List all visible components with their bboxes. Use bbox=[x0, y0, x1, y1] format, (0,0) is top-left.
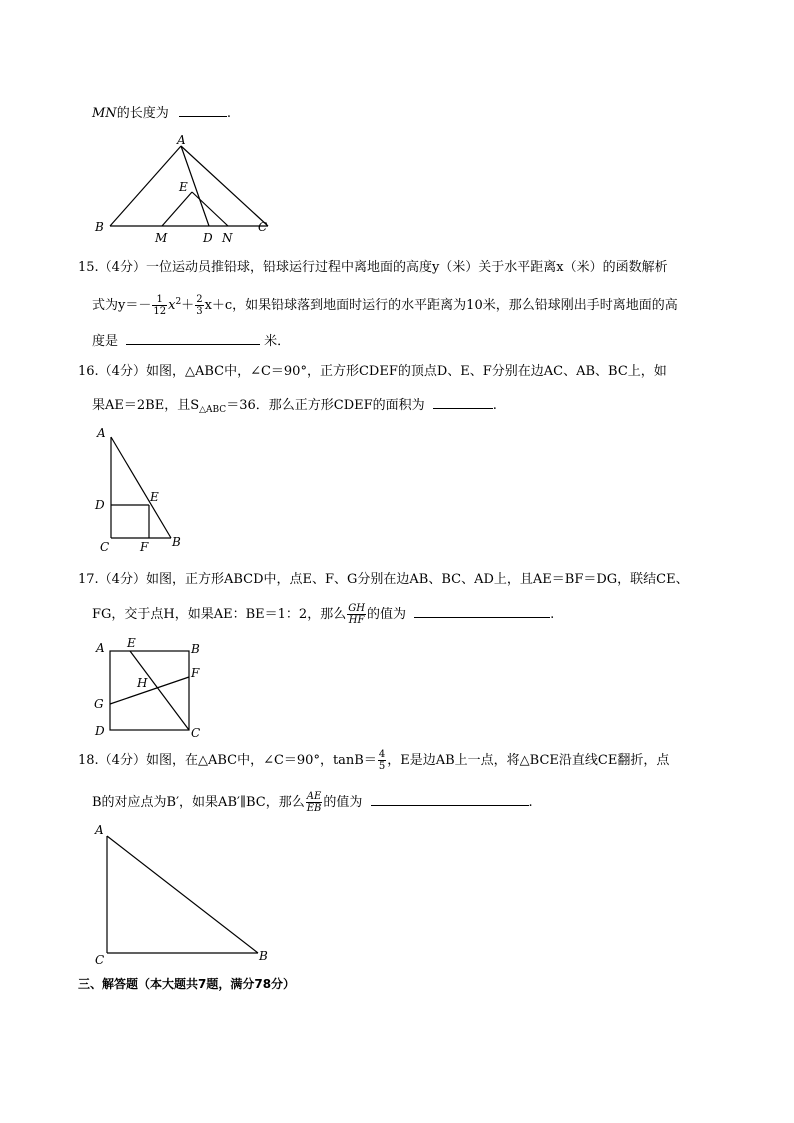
q16-label-b: B bbox=[172, 535, 181, 549]
q16-label-d: D bbox=[95, 498, 105, 512]
q14-label-d: D bbox=[203, 231, 213, 245]
q15-sup: 2 bbox=[175, 297, 182, 307]
q16-line2-b: ＝36．那么正方形CDEF的面积为 bbox=[226, 398, 425, 413]
q15-frac2: $\frac{2}{3}$ bbox=[196, 294, 203, 317]
q17-line2-a: FG，交于点H，如果AE：BE＝1：2，那么 bbox=[92, 607, 347, 622]
q14-label-b: B bbox=[95, 220, 104, 234]
q18-label-a: A bbox=[95, 823, 104, 837]
q17-end: . bbox=[550, 607, 555, 622]
q17-label-b: B bbox=[191, 642, 200, 656]
q16-end: . bbox=[492, 398, 497, 413]
q14-label-n: N bbox=[222, 231, 233, 245]
q16-label-e: E bbox=[150, 490, 159, 504]
q15-x: x bbox=[168, 298, 176, 313]
q14-mn: MN bbox=[92, 106, 117, 121]
q18-end: . bbox=[528, 795, 533, 810]
q18-frac: $\frac{AE}{EB}$ bbox=[306, 791, 322, 814]
q14-label-a: A bbox=[177, 133, 186, 147]
q14-text-tail: 的长度为 bbox=[116, 106, 169, 121]
q16-label-a: A bbox=[97, 426, 106, 440]
q15-eq-prefix: 式为y＝－ bbox=[92, 298, 152, 313]
q14-end: . bbox=[226, 106, 231, 121]
q18-line2-b: 的值为 bbox=[323, 795, 363, 810]
q18-line1-a: 18.（4分）如图，在△ABC中，∠C＝90°，tanB＝ bbox=[78, 753, 377, 768]
q17-label-h: H bbox=[137, 676, 148, 690]
q18-label-c: C bbox=[95, 953, 105, 967]
q17-line1: 17.（4分）如图，正方形ABCD中，点E、F、G分别在边AB、BC、AD上，且AE＝BF＝DG，联结CE、 bbox=[78, 572, 689, 587]
q16-line1: 16.（4分）如图，△ABC中，∠C＝90°，正方形CDEF的顶点D、E、F分别在边AC、AB、BC上，如 bbox=[78, 364, 667, 379]
section3-title: 三、解答题（本大题共7题，满分78分） bbox=[78, 977, 296, 991]
q15-line3-suffix: 米． bbox=[264, 334, 291, 349]
q17-label-f: F bbox=[191, 666, 200, 680]
q18-line2-a: B的对应点为B′，如果AB′∥BC，那么 bbox=[92, 795, 305, 810]
q14-label-e: E bbox=[179, 180, 188, 194]
q18-line1-b: ，E是边AB上一点，将△BCE沿直线CE翻折，点 bbox=[387, 753, 670, 768]
q15-frac1: $\frac{1}{12}$ bbox=[153, 294, 167, 317]
q17-frac: $\frac{GH}{HF}$ bbox=[348, 603, 365, 626]
q15-plus: ＋ bbox=[181, 298, 195, 313]
q17-line2-b: 的值为 bbox=[366, 607, 406, 622]
q17-label-d: D bbox=[95, 724, 105, 738]
q17-label-g: G bbox=[94, 697, 104, 711]
q15-line3-prefix: 度是 bbox=[92, 334, 119, 349]
q17-label-a: A bbox=[96, 641, 105, 655]
q14-label-c: C bbox=[258, 220, 268, 234]
q16-label-f: F bbox=[140, 540, 149, 554]
q16-line2-sub: △ABC bbox=[199, 405, 227, 415]
q17-label-c: C bbox=[191, 726, 201, 740]
q16-line2-a: 果AE＝2BE，且S bbox=[92, 398, 200, 413]
q18-tan-frac: $\frac{4}{5}$ bbox=[378, 749, 386, 772]
q15-line1: 15.（4分）一位运动员推铅球，铅球运行过程中离地面的高度y（米）关于水平距离x（米）的函数解析 bbox=[78, 260, 668, 275]
q15-mid: x＋c，如果铅球落到地面时运行的水平距离为10米，那么铅球刚出手时离地面的高 bbox=[204, 298, 678, 313]
q17-label-e: E bbox=[127, 636, 136, 650]
q14-label-m: M bbox=[155, 231, 168, 245]
q16-label-c: C bbox=[100, 540, 110, 554]
q18-label-b: B bbox=[259, 949, 268, 963]
